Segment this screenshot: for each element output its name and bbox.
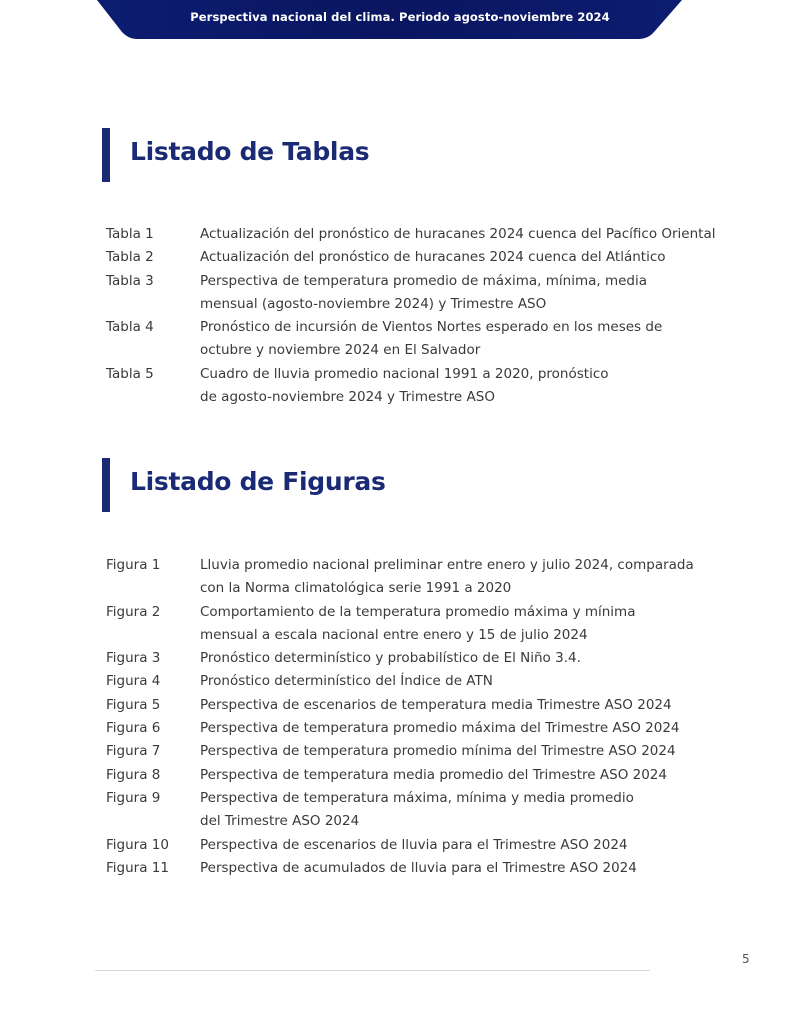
figure-entry-description-line: Comportamiento de la temperatura promedio máxima y mínima <box>200 603 636 620</box>
header-title: Perspectiva nacional del clima. Periodo agosto-noviembre 2024 <box>190 10 610 24</box>
figure-entry-description-line: del Trimestre ASO 2024 <box>200 813 360 830</box>
figure-entry-description <box>200 717 706 740</box>
table-entry-description-line: Perspectiva de temperatura promedio de máxima, mínima, media <box>200 272 648 289</box>
table-entry <box>106 363 706 410</box>
table-entry <box>106 316 706 363</box>
figure-entry <box>106 740 706 763</box>
table-entry-description-line: Pronóstico de incursión de Vientos Nortes esperado en los meses de <box>200 319 663 336</box>
table-entry-label: Tabla 1 <box>106 226 154 242</box>
figure-entry-label: Figura 5 <box>106 696 161 713</box>
figure-entry <box>106 694 706 717</box>
table-entry-description-line: de agosto-noviembre 2024 y Trimestre ASO <box>200 389 495 406</box>
figure-entry <box>106 857 706 880</box>
figure-entry-description-line: Perspectiva de temperatura promedio máxima del Trimestre ASO 2024 <box>200 720 680 737</box>
table-entry <box>106 270 706 317</box>
heading-accent-bar <box>102 128 110 182</box>
header-banner <box>0 0 791 40</box>
figure-entry <box>106 601 706 648</box>
table-entry-label: Tabla 2 <box>106 249 154 266</box>
figure-entry-description <box>200 740 706 763</box>
figure-entry-label: Figura 9 <box>106 789 161 806</box>
figure-entry-description-line: Perspectiva de temperatura media promedio del Trimestre ASO 2024 <box>200 766 667 783</box>
figure-entry-description <box>200 554 706 601</box>
table-entry-description <box>200 223 716 246</box>
figure-entry-description <box>200 764 706 787</box>
figure-entry-label: Figura 10 <box>106 836 169 853</box>
figure-entry <box>106 647 706 670</box>
figure-entry-description-line: con la Norma climatológica serie 1991 a 2020 <box>200 580 512 597</box>
table-entry-description-line: Actualización del pronóstico de huracanes 2024 cuenca del Atlántico <box>200 249 666 266</box>
figures-title: Listado de Figuras <box>130 467 386 496</box>
figure-entry <box>106 834 706 857</box>
figure-entry-description-line: Perspectiva de temperatura promedio mínima del Trimestre ASO 2024 <box>200 743 676 760</box>
table-entry <box>106 246 706 269</box>
figure-entry-description-line: Pronóstico determinístico del Índice de ATN <box>200 673 493 690</box>
figure-entry-label: Figura 6 <box>106 720 161 737</box>
figure-entry <box>106 717 706 740</box>
table-entry-description-line: Cuadro de lluvia promedio nacional 1991 a 2020, pronóstico <box>200 365 609 382</box>
table-entry-description <box>200 316 706 363</box>
figure-entry-description <box>200 670 706 693</box>
figure-entry-description <box>200 787 706 834</box>
figure-entry-label: Figura 11 <box>106 859 169 876</box>
figures-list <box>106 554 706 880</box>
figure-entry-description-line: Lluvia promedio nacional preliminar entre enero y julio 2024, comparada <box>200 557 694 573</box>
figure-entry-description-line: Perspectiva de escenarios de lluvia para el Trimestre ASO 2024 <box>200 836 628 853</box>
table-entry-description-line: mensual (agosto-noviembre 2024) y Trimestre ASO <box>200 295 547 312</box>
table-entry-label: Tabla 4 <box>106 319 154 336</box>
figure-entry-description-line: Perspectiva de temperatura máxima, mínima y media promedio <box>200 789 634 806</box>
figure-entry-description <box>200 834 706 857</box>
figure-entry-description <box>200 647 706 670</box>
figure-entry <box>106 787 706 834</box>
table-entry-description <box>200 270 706 317</box>
table-entry-description-line: Actualización del pronóstico de huracanes 2024 cuenca del Pacífico Oriental <box>200 226 716 242</box>
figure-entry-label: Figura 8 <box>106 766 161 783</box>
figure-entry <box>106 670 706 693</box>
heading-accent-bar <box>102 458 110 512</box>
figure-entry-description-line: Perspectiva de acumulados de lluvia para el Trimestre ASO 2024 <box>200 859 637 876</box>
figure-entry-label: Figura 4 <box>106 673 161 690</box>
tables-title: Listado de Tablas <box>130 137 370 166</box>
figure-entry <box>106 554 706 601</box>
table-entry-label: Tabla 5 <box>106 365 154 382</box>
tables-list <box>106 223 716 409</box>
page-number: 5 <box>742 952 750 966</box>
figure-entry-description-line: Perspectiva de escenarios de temperatura media Trimestre ASO 2024 <box>200 696 672 713</box>
footer-divider <box>95 970 650 971</box>
figure-entry-description-line: mensual a escala nacional entre enero y 15 de julio 2024 <box>200 626 588 643</box>
table-entry-description-line: octubre y noviembre 2024 en El Salvador <box>200 342 481 359</box>
table-entry-label: Tabla 3 <box>106 272 154 289</box>
figure-entry-label: Figura 7 <box>106 743 161 760</box>
figure-entry-label: Figura 3 <box>106 650 161 667</box>
figure-entry-description-line: Pronóstico determinístico y probabilístico de El Niño 3.4. <box>200 650 581 667</box>
figure-entry-description <box>200 601 706 648</box>
table-entry-description <box>200 363 706 410</box>
figure-entry-label: Figura 1 <box>106 557 161 573</box>
table-entry <box>106 223 716 246</box>
table-entry-description <box>200 246 706 269</box>
figure-entry-description <box>200 857 706 880</box>
figure-entry <box>106 764 706 787</box>
figure-entry-description <box>200 694 706 717</box>
figure-entry-label: Figura 2 <box>106 603 161 620</box>
